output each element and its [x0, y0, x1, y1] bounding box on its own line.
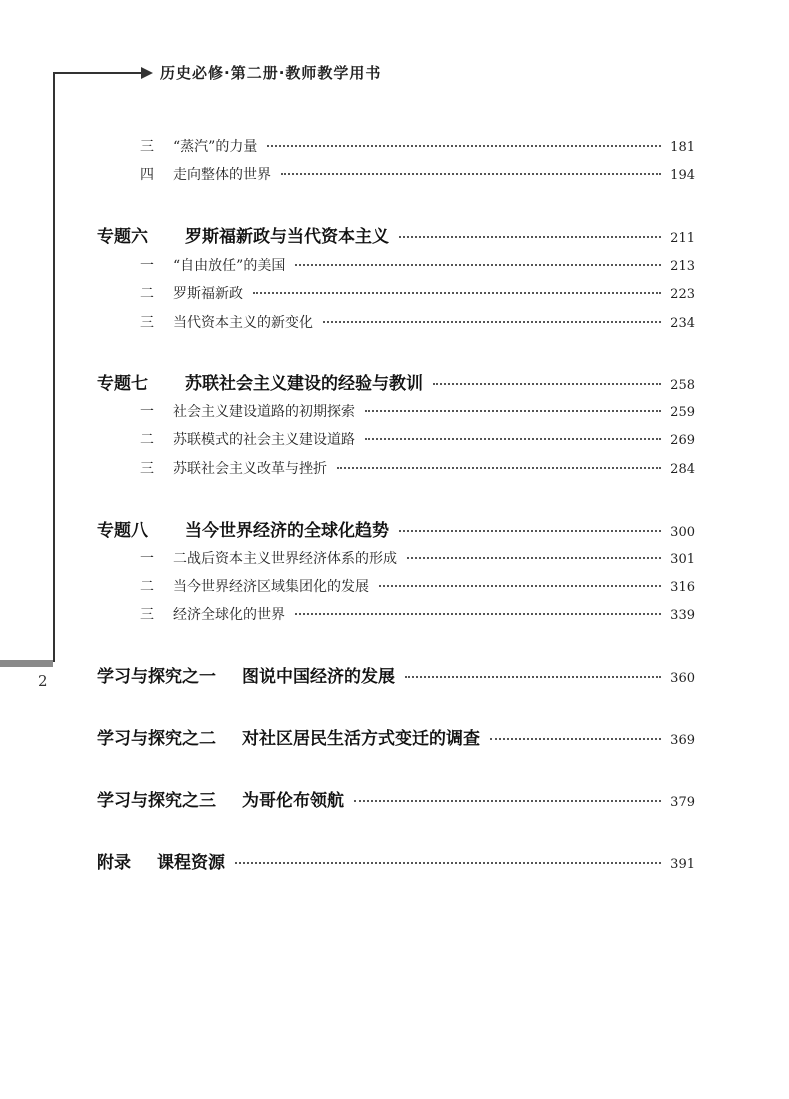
- toc-item[interactable]: [140, 255, 695, 275]
- appendix-page: 391: [670, 857, 695, 872]
- item-number: 一: [140, 551, 154, 567]
- item-page: 181: [670, 140, 695, 155]
- appendix-label: 附录: [97, 853, 131, 873]
- toc-chapter[interactable]: [97, 222, 695, 247]
- chapter-label: 专题六: [97, 227, 148, 247]
- toc-item[interactable]: [140, 576, 695, 596]
- item-number: 二: [140, 579, 154, 595]
- toc-item[interactable]: [140, 548, 695, 568]
- toc-item[interactable]: [140, 401, 695, 421]
- toc-item[interactable]: [140, 458, 695, 478]
- chapter-label: 专题八: [97, 521, 148, 541]
- header-rule-vertical: [53, 72, 55, 662]
- chapter-label: 专题七: [97, 374, 148, 394]
- page-number: 2: [38, 672, 48, 690]
- section-page: 369: [670, 733, 695, 748]
- item-page: 259: [670, 405, 695, 420]
- dot-leader: [399, 530, 661, 532]
- toc-item[interactable]: [140, 164, 695, 184]
- item-page: 223: [670, 287, 695, 302]
- dot-leader: [399, 236, 661, 238]
- item-page: 339: [670, 608, 695, 623]
- item-number: 四: [140, 167, 154, 183]
- toc-item[interactable]: [140, 136, 695, 156]
- appendix-title: 课程资源: [157, 853, 225, 873]
- item-number: 一: [140, 258, 154, 274]
- section-label: 学习与探究之三: [97, 791, 216, 811]
- chapter-page: 258: [670, 378, 695, 393]
- dot-leader: [295, 264, 661, 266]
- dot-leader: [405, 676, 661, 678]
- toc-appendix[interactable]: [97, 848, 695, 873]
- item-number: 三: [140, 315, 154, 331]
- item-title: “蒸汽”的力量: [173, 139, 258, 155]
- dot-leader: [365, 438, 661, 440]
- item-page: 194: [670, 168, 695, 183]
- item-number: 三: [140, 461, 154, 477]
- toc-item[interactable]: [140, 604, 695, 624]
- item-number: 二: [140, 286, 154, 302]
- side-tab-bar: [0, 660, 53, 667]
- dot-leader: [295, 613, 661, 615]
- dot-leader: [337, 467, 661, 469]
- section-page: 379: [670, 795, 695, 810]
- item-title: 罗斯福新政: [173, 286, 243, 302]
- section-title: 为哥伦布领航: [242, 791, 344, 811]
- item-page: 269: [670, 433, 695, 448]
- dot-leader: [235, 862, 661, 864]
- item-number: 三: [140, 607, 154, 623]
- section-title: 对社区居民生活方式变迁的调查: [242, 729, 480, 749]
- item-title: 当代资本主义的新变化: [173, 315, 313, 331]
- dot-leader: [379, 585, 661, 587]
- item-title: 经济全球化的世界: [173, 607, 285, 623]
- section-title: 图说中国经济的发展: [242, 667, 395, 687]
- toc-study-section[interactable]: [97, 786, 695, 811]
- header-rule-horizontal: [53, 72, 145, 74]
- chapter-title: 当今世界经济的全球化趋势: [185, 521, 389, 541]
- chapter-page: 300: [670, 525, 695, 540]
- item-number: 一: [140, 404, 154, 420]
- dot-leader: [323, 321, 661, 323]
- item-title: “自由放任”的美国: [173, 258, 286, 274]
- arrow-right-icon: [141, 67, 153, 79]
- item-page: 284: [670, 462, 695, 477]
- dot-leader: [407, 557, 661, 559]
- section-page: 360: [670, 671, 695, 686]
- chapter-title: 苏联社会主义建设的经验与教训: [185, 374, 423, 394]
- item-title: 当今世界经济区域集团化的发展: [173, 579, 369, 595]
- dot-leader: [433, 383, 661, 385]
- dot-leader: [490, 738, 661, 740]
- item-page: 213: [670, 259, 695, 274]
- item-page: 316: [670, 580, 695, 595]
- toc-item[interactable]: [140, 283, 695, 303]
- item-title: 走向整体的世界: [173, 167, 271, 183]
- chapter-title: 罗斯福新政与当代资本主义: [185, 227, 389, 247]
- section-label: 学习与探究之一: [97, 667, 216, 687]
- item-page: 234: [670, 316, 695, 331]
- toc-study-section[interactable]: [97, 724, 695, 749]
- section-label: 学习与探究之二: [97, 729, 216, 749]
- item-title: 苏联社会主义改革与挫折: [173, 461, 327, 477]
- item-title: 社会主义建设道路的初期探索: [173, 404, 355, 420]
- toc-study-section[interactable]: [97, 662, 695, 687]
- dot-leader: [281, 173, 661, 175]
- dot-leader: [253, 292, 661, 294]
- chapter-page: 211: [670, 231, 695, 246]
- dot-leader: [354, 800, 661, 802]
- toc-chapter[interactable]: [97, 369, 695, 394]
- item-title: 苏联模式的社会主义建设道路: [173, 432, 355, 448]
- toc-item[interactable]: [140, 429, 695, 449]
- dot-leader: [267, 145, 661, 147]
- toc-chapter[interactable]: [97, 516, 695, 541]
- dot-leader: [365, 410, 661, 412]
- item-number: 三: [140, 139, 154, 155]
- item-page: 301: [670, 552, 695, 567]
- item-title: 二战后资本主义世界经济体系的形成: [173, 551, 397, 567]
- item-number: 二: [140, 432, 154, 448]
- toc-item[interactable]: [140, 312, 695, 332]
- running-header-title: 历史必修·第二册·教师教学用书: [160, 64, 382, 82]
